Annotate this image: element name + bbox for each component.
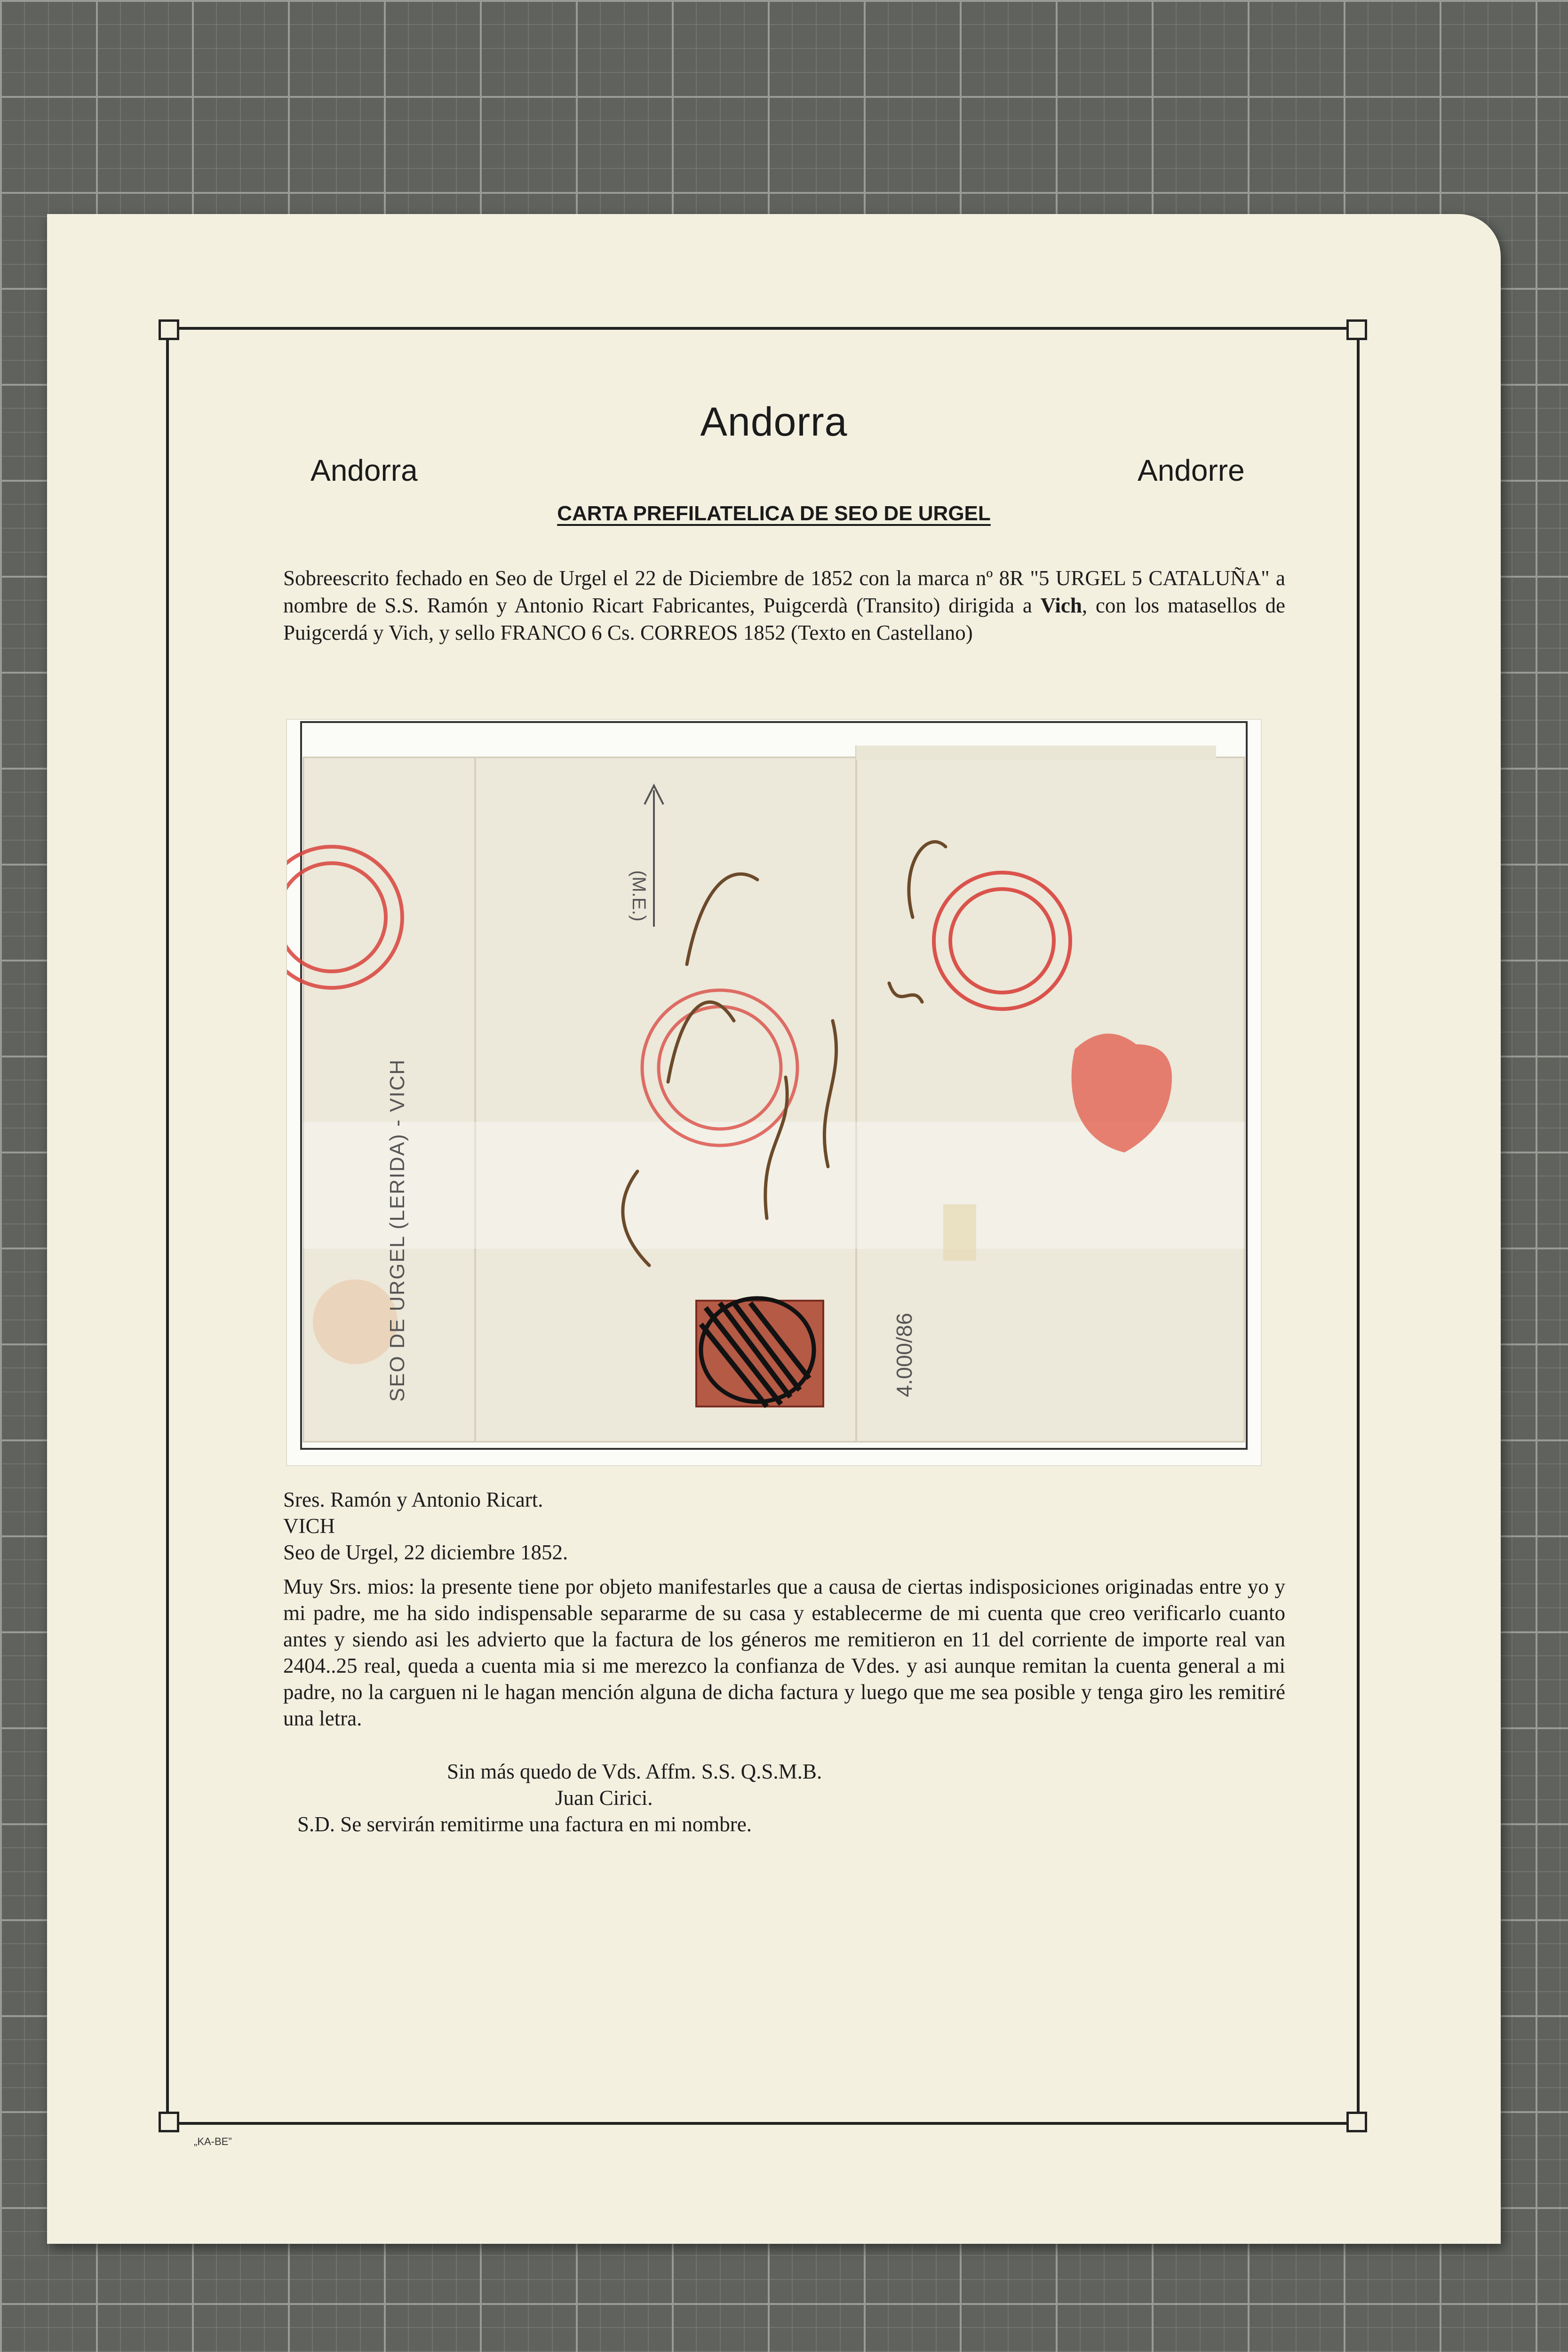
postage-stamp [696,1298,823,1406]
country-label-spanish: Andorra [310,453,418,487]
frame-corner-ornament [1346,2112,1367,2132]
recipient-city: VICH [283,1514,335,1538]
description-text-end: , con los matasellos de Puigcerdá y Vich, y sello FRANCO 6 Cs. CORREOS 1852 (Texto en Castellano) [283,594,1285,644]
letter-closing: Sin más quedo de Vds. Affm. S.S. Q.S.M.B. [447,1760,822,1783]
cover-mount [287,720,1261,1465]
pencil-me-note: (M.E.) [629,870,649,922]
letter-transcription: Muy Srs. mios: la presente tiene por objeto manifestarles que a causa de ciertas indisposiciones originadas entre yo y mi padre, me ha sido indispensable separarme de su casa y establecerme de mi cuenta que creo verificarlo cuanto antes y siendo asi les advierto que la factura de los géneros me remitieron en 11 del corriente de importe real van 2404..25 real, queda a cuenta mia si me merezco la confianza de Vdes. y asi aunque remitan la cuenta general a mi padre, no la carguen ni le hagan mención alguna de dicha factura y luego que me sea posible y tenga giro les remitiré una letra. [283,1575,1285,1730]
recipient-name: Sres. Ramón y Antonio Ricart. [283,1488,543,1511]
pencil-price-note: 4.000/86 [892,1312,916,1397]
album-page [47,214,1501,2244]
frame-corner-ornament [159,2112,179,2132]
flap-edge [856,746,1216,760]
frame-corner-ornament [1346,319,1367,340]
seal-impression [313,1279,398,1364]
letter-postscript: S.D. Se servirán remitirme una factura en mi nombre. [297,1812,752,1836]
description-destination: Vich [1040,594,1082,617]
letter-address-block [283,1486,568,1565]
frame-corner-ornament [159,319,179,340]
publisher-mark: „KA-BE” [194,2136,232,2147]
country-label-french: Andorre [1138,453,1245,487]
letter-date: Seo de Urgel, 22 diciembre 1852. [283,1541,568,1564]
letter-signature: Juan Cirici. [555,1786,653,1810]
paper-stain [943,1204,976,1261]
cover-image [287,720,1261,1465]
page-title: Andorra [700,399,848,445]
cover-description [283,564,1285,646]
page-subtitle: CARTA PREFILATELICA DE SEO DE URGEL [557,502,991,525]
description-text: Sobreescrito fechado en Seo de Urgel el 22 de Diciembre de 1852 con la marca nº 8R "5 URGEL 5 CATALUÑA" a nombre de S.S. Ramón y Antonio Ricart Fabricantes, Puigcerdà (Transito) dirigida a [283,566,1285,617]
pencil-route-note: SEO DE URGEL (LERIDA) - VICH [386,1058,409,1402]
